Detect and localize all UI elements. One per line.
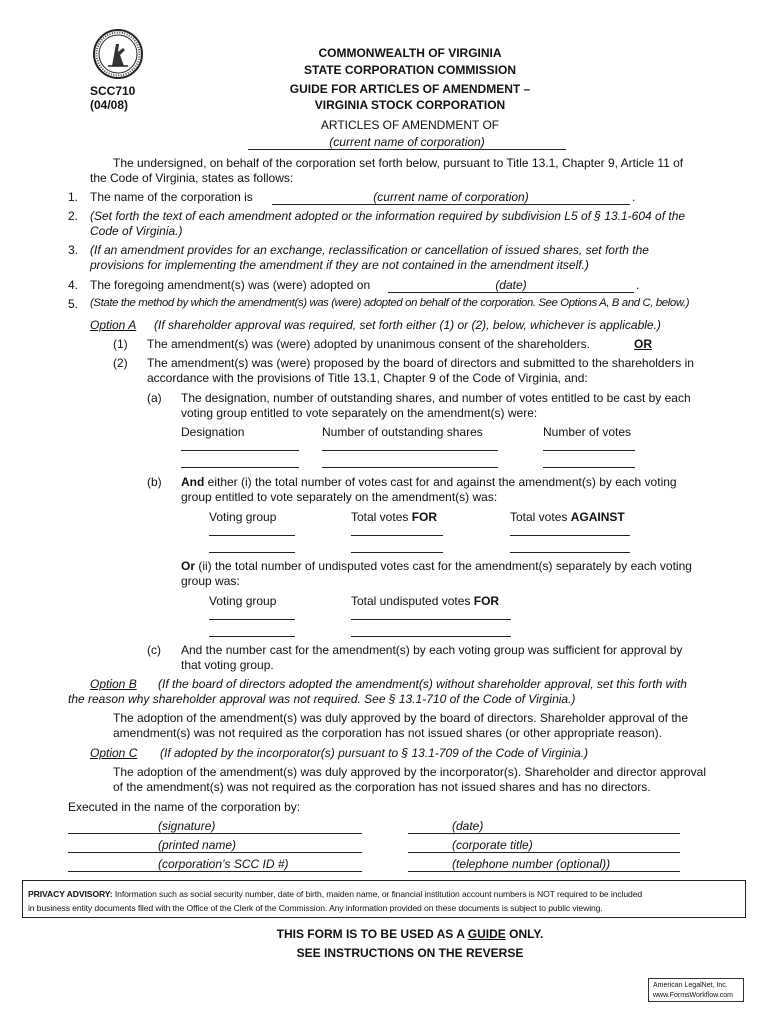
- undisputed-field-2[interactable]: [351, 624, 511, 637]
- option-a-label: Option A: [90, 318, 137, 332]
- sub-b-text-1: [181, 475, 677, 489]
- sub-a-text-1: The designation, number of outstanding shares, and number of votes entitled to be cast by each: [181, 391, 691, 405]
- col-undisputed-for: [351, 594, 499, 608]
- option-a-desc: (If shareholder approval was required, set forth either (1) or (2), below, whichever is applicable.): [154, 318, 661, 332]
- item-4-period: .: [636, 278, 640, 292]
- votes-field-1[interactable]: [543, 438, 635, 451]
- col-total-against: [510, 510, 625, 524]
- voting-group-field-4[interactable]: [209, 624, 295, 637]
- votes-field-2[interactable]: [543, 455, 635, 468]
- sub-c-text-1: And the number cast for the amendment(s) by each voting group was sufficient for approval by: [181, 643, 683, 657]
- option-c-text-1: The adoption of the amendment(s) was duly approved by the incorporator(s). Shareholder and director approval: [113, 765, 706, 779]
- option-b-desc-1: (If the board of directors adopted the amendment(s) without shareholder approval, set this forth with: [158, 677, 687, 691]
- corporation-name-field[interactable]: (current name of corporation): [272, 190, 630, 205]
- footer-guide-word: GUIDE: [467, 927, 506, 941]
- votes-against-field-1[interactable]: [510, 523, 630, 536]
- privacy-line-1: [28, 887, 745, 901]
- sub-b-and: And: [181, 475, 205, 489]
- col-outstanding-shares: Number of outstanding shares: [322, 425, 483, 439]
- item-5-text: (State the method by which the amendment(s) was (were) adopted on behalf of the corporation. See Options A, B and C, below.): [90, 297, 690, 309]
- sub-b-or-text-1: [181, 559, 692, 573]
- current-name-field[interactable]: (current name of corporation): [248, 135, 566, 150]
- outstanding-field-1[interactable]: [322, 438, 498, 451]
- col-undisputed-pre: Total undisputed votes: [351, 594, 474, 608]
- votes-against-field-2[interactable]: [510, 540, 630, 553]
- option-c-text-2: of the amendment(s) was not required as the corporation has not issued shares and has no directors.: [113, 780, 651, 794]
- privacy-advisory-box: [22, 880, 746, 918]
- item-4-text: The foregoing amendment(s) was (were) adopted on: [90, 278, 371, 292]
- col-number-votes: Number of votes: [543, 425, 632, 439]
- votes-for-field-2[interactable]: [351, 540, 443, 553]
- sub-b-or: Or: [181, 559, 196, 573]
- sub-b-text-1-rest: either (i) the total number of votes cast for and against the amendment(s) by each voting: [204, 475, 677, 489]
- item-3-number: 3.: [68, 243, 79, 257]
- col-total-for-bold: FOR: [411, 510, 438, 524]
- col-designation: Designation: [181, 425, 245, 439]
- item-2-text-1: (Set forth the text of each amendment adopted or the information required by subdivision L5 of § 13.1-604 of the: [90, 209, 686, 223]
- footer-instructions: SEE INSTRUCTIONS ON THE REVERSE: [296, 946, 524, 960]
- option-a-or: OR: [634, 337, 652, 351]
- option-b-label: Option B: [90, 677, 137, 691]
- designation-field-1[interactable]: [181, 438, 299, 451]
- footer-line1-pre: THIS FORM IS TO BE USED AS A: [276, 927, 468, 941]
- item-1-number: 1.: [68, 190, 79, 204]
- header-commonwealth: COMMONWEALTH OF VIRGINIA: [318, 46, 502, 60]
- col-total-against-bold: AGAINST: [570, 510, 625, 524]
- sub-b-text-2: group entitled to vote separately on the amendment(s) was:: [181, 490, 498, 504]
- option-c-label: Option C: [90, 746, 138, 760]
- header-commission: STATE CORPORATION COMMISSION: [304, 63, 516, 77]
- item-2-text-2: Code of Virginia.): [90, 224, 183, 238]
- header-guide-title: GUIDE FOR ARTICLES OF AMENDMENT –: [289, 82, 531, 96]
- col-voting-group: Voting group: [209, 510, 277, 524]
- option-a-1-text: The amendment(s) was (were) adopted by unanimous consent of the shareholders.: [147, 337, 590, 351]
- sub-b-or-rest: (ii) the total number of undisputed votes cast for the amendment(s) separately by each voting: [195, 559, 692, 573]
- col-total-for: [351, 510, 437, 524]
- option-a-1-number: (1): [113, 337, 128, 351]
- privacy-text-2: in business entity documents filed with the Office of the Clerk of the Commission. Any information provided on these documents is subject to public viewing.: [28, 903, 603, 913]
- footer-guide-line: [160, 927, 660, 941]
- option-a-2-text-2: accordance with the provisions of Title 13.1, Chapter 9 of the Code of Virginia, and:: [147, 371, 588, 385]
- item-3-text-2: provisions for implementing the amendment if they are not contained in the amendment itself.): [90, 258, 589, 272]
- voting-group-field-1[interactable]: [209, 523, 295, 536]
- option-a-2-text-1: The amendment(s) was (were) proposed by the board of directors and submitted to the shareholders in: [147, 356, 694, 370]
- voting-group-field-3[interactable]: [209, 607, 295, 620]
- item-5-number: 5.: [68, 297, 79, 311]
- option-a-2-number: (2): [113, 356, 128, 370]
- sub-b-or-text-2: group was:: [181, 574, 240, 588]
- option-b-text-1: The adoption of the amendment(s) was duly approved by the board of directors. Shareholder approval of the: [113, 711, 689, 725]
- item-2-number: 2.: [68, 209, 79, 223]
- signature-field[interactable]: (signature): [68, 819, 362, 834]
- form-id: SCC710: [90, 84, 136, 98]
- col-total-against-pre: Total votes: [510, 510, 571, 524]
- sub-c-number: (c): [147, 643, 161, 657]
- scc-id-field[interactable]: (corporation’s SCC ID #): [68, 857, 362, 872]
- printed-name-field[interactable]: (printed name): [68, 838, 362, 853]
- form-date: (04/08): [90, 98, 129, 112]
- sub-a-text-2: voting group entitled to vote separately on the amendment(s) were:: [181, 406, 538, 420]
- header-stock-corp: VIRGINIA STOCK CORPORATION: [314, 98, 506, 112]
- privacy-label: PRIVACY ADVISORY:: [28, 889, 113, 899]
- stamp-line-2: www.FormsWorkflow.com: [653, 992, 733, 999]
- votes-for-field-1[interactable]: [351, 523, 443, 536]
- intro-line-2: the Code of Virginia, states as follows:: [90, 171, 294, 185]
- item-1-period: .: [632, 190, 636, 204]
- sub-b-number: (b): [147, 475, 162, 489]
- option-c-desc: (If adopted by the incorporator(s) pursuant to § 13.1-709 of the Code of Virginia.): [160, 746, 589, 760]
- corporate-title-field[interactable]: (corporate title): [408, 838, 680, 853]
- item-4-number: 4.: [68, 278, 79, 292]
- date-field[interactable]: (date): [408, 819, 680, 834]
- articles-title: ARTICLES OF AMENDMENT OF: [320, 118, 500, 132]
- option-b-text-2: amendment(s) was not required as the corporation has not issued shares (or other appropriate reason).: [113, 726, 662, 740]
- virginia-seal-icon: [92, 28, 144, 80]
- outstanding-field-2[interactable]: [322, 455, 498, 468]
- intro-line-1: The undersigned, on behalf of the corporation set forth below, pursuant to Title 13.1, Chapter 9, Article 11 of: [113, 156, 684, 170]
- privacy-text-1: Information such as social security number, date of birth, maiden name, or financial institution account numbers is NOT required to be included: [112, 889, 643, 899]
- col-total-for-pre: Total votes: [351, 510, 412, 524]
- col-undisputed-bold: FOR: [473, 594, 500, 608]
- executed-intro: Executed in the name of the corporation by:: [68, 800, 301, 814]
- item-1-text: The name of the corporation is: [90, 190, 253, 204]
- footer-line1-post: ONLY.: [505, 927, 544, 941]
- sub-c-text-2: that voting group.: [181, 658, 274, 672]
- undisputed-field-1[interactable]: [351, 607, 511, 620]
- legalnet-stamp: [648, 978, 744, 1002]
- voting-group-field-2[interactable]: [209, 540, 295, 553]
- item-3-text-1: (If an amendment provides for an exchange, reclassification or cancellation of issued shares, set forth the: [90, 243, 649, 257]
- option-b-desc-2: the reason why shareholder approval was not required. See § 13.1-710 of the Code of Virginia.): [68, 692, 576, 706]
- stamp-line-1: American LegalNet, Inc.: [653, 982, 728, 989]
- designation-field-2[interactable]: [181, 455, 299, 468]
- adoption-date-field[interactable]: (date): [388, 278, 634, 293]
- col-voting-group-2: Voting group: [209, 594, 277, 608]
- sub-a-number: (a): [147, 391, 162, 405]
- telephone-field[interactable]: (telephone number (optional)): [408, 857, 680, 872]
